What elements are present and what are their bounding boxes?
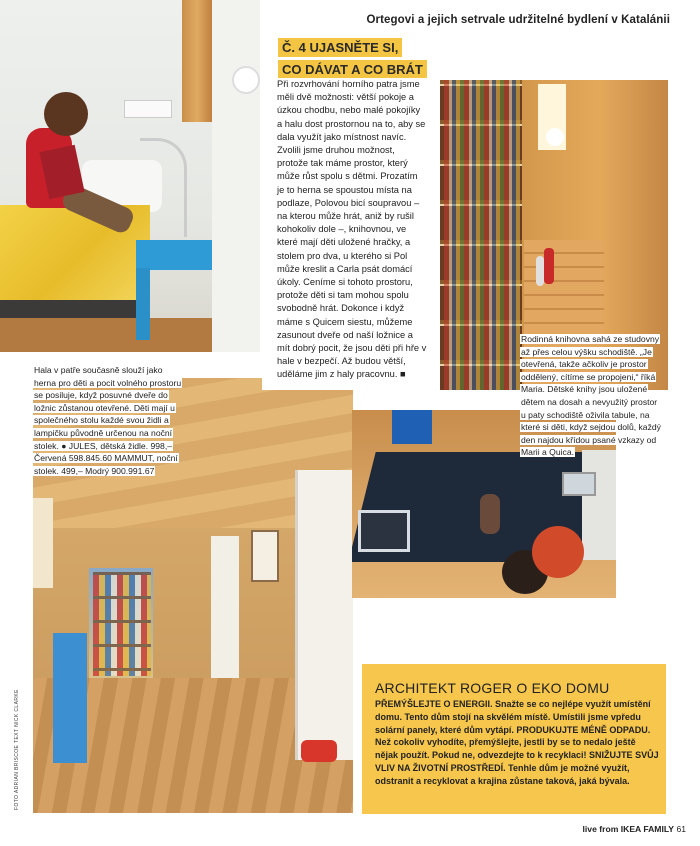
caption-library-text: Rodinná knihovna sahá ze studovny až přes celou výšku schodiště. „Je otevřená, takže ačkoliv je prostor oddělený, cítíme se propojeni,“ říká Maria. Dětské knihy jsou uložené dětem na dosah a nevyužitý prostor u paty schodiště oživila tabule, na které si děti, když sejdou dolů, každý den najdou křídou psané vzkazy od Marii a Quica. — [521, 334, 661, 458]
architect-title: ARCHITEKT ROGER O EKO DOMU — [375, 680, 610, 696]
pendant-lamp — [546, 128, 564, 146]
wall-picture — [251, 530, 279, 582]
caption-bedroom-text: Hala v patře současně slouží jako herna pro děti a pocit volného prostoru se posiluje, když posuvné dveře do ložnic zůstanou otevřené. Děti mají u společného stolu každé svou židli a lampičku původně určenou na noční stolek. ● JULES, dětská židle. 998,– Červená 598.845.60 MAMMUT, noční stolek. 499,– Modrý 900.991.67 — [34, 365, 182, 476]
laptop — [562, 472, 596, 496]
photo-child-on-bed — [0, 0, 260, 352]
wall-window — [33, 498, 53, 588]
headline-line-2: CO DÁVAT A CO BRÁT — [278, 60, 427, 79]
photo-credit-text: FOTO ADRIAN BRISCOE TEXT NICK CLARKE — [14, 689, 20, 810]
computer-monitor — [358, 510, 410, 552]
caption-bedroom — [33, 364, 183, 477]
blue-object — [392, 410, 432, 444]
footer-brand: live from IKEA FAMILY — [582, 824, 675, 834]
blue-table-leg — [136, 268, 150, 340]
books — [444, 80, 520, 390]
toy-car — [301, 740, 337, 762]
section-body-text: Při rozvrhování horního patra jsme měli dvě možnosti: větší pokoje a úzkou chodbu, nebo malé pokojíky a halu dost prostornou na to, aby se dala využít jako místnost navíc. Zvolili jsme druhou možnost, protože tak máme prostor, který může růst spolu s dětmi. Prozatím je to herna se spoustou místa na podlaze, Polovou bicí soupravou – na kterou může hrát, aniž by rušil kohokoliv dole –, knihovnou, ve které mají děti uložené hračky, a stolem pro dva, u kterého si Pol může kreslit a Carla psát domácí úkoly. Ceníme si tohoto prostoru, protože děti si tam mohou spolu svobodně hrát. Dokonce i když máme s Quicem siestu, můžeme zasunout dveře od naší ložnice a mít dobrý pocit, že jsou děti při hře v hale v bezpečí. Až budou větší, uděláme jim z haly pracovnu. ■ — [277, 79, 427, 380]
toy-shelf — [93, 572, 151, 676]
child-figure — [480, 494, 500, 534]
architect-body: PŘEMÝŠLEJTE O ENERGII. Snažte se co nejlépe využít umístění domu. Tento dům stojí na skvělém místě. Umístili jsme vpředu solární panely, které dům vytápí. PRODUKUJTE MÉNĚ ODPADU. Než cokoliv vyhodíte, přemýšlejte, jestli by se to nedalo ještě nějak použít. Pokud ne, odvezdejte to k recyklaci! SNIŽUJTE SVŮJ VLIV NA ŽIVOTNÍ PROSTŘEDÍ. Tenhle dům je možné využít, odstranit a recyklovat a krajina zůstane taková, jaká bývala. — [375, 699, 659, 786]
child-head — [44, 92, 88, 136]
section-body — [277, 78, 427, 378]
blue-cabinet — [53, 633, 87, 763]
sliding-door — [295, 470, 353, 760]
section-headline — [278, 38, 427, 82]
headline-line-1: Č. 4 UJASNĚTE SI, — [278, 38, 402, 57]
child-figure — [544, 248, 554, 284]
blue-night-table — [136, 240, 212, 270]
caption-library — [520, 333, 662, 459]
door-frame — [182, 0, 212, 122]
page-footer — [470, 824, 686, 834]
photo-credit — [14, 689, 24, 810]
chair — [582, 450, 616, 560]
wooden-floor — [0, 318, 212, 352]
child-figure — [536, 256, 544, 286]
wall-panel — [212, 0, 260, 352]
article-title: Ortegovi a jejich setrvale udržitelné bydlení v Katalánii — [366, 14, 670, 26]
ping-pong-paddle — [532, 526, 584, 578]
architect-box — [362, 664, 666, 814]
light-switch — [124, 100, 172, 118]
round-switch — [232, 66, 260, 94]
page-number: 61 — [676, 824, 686, 834]
